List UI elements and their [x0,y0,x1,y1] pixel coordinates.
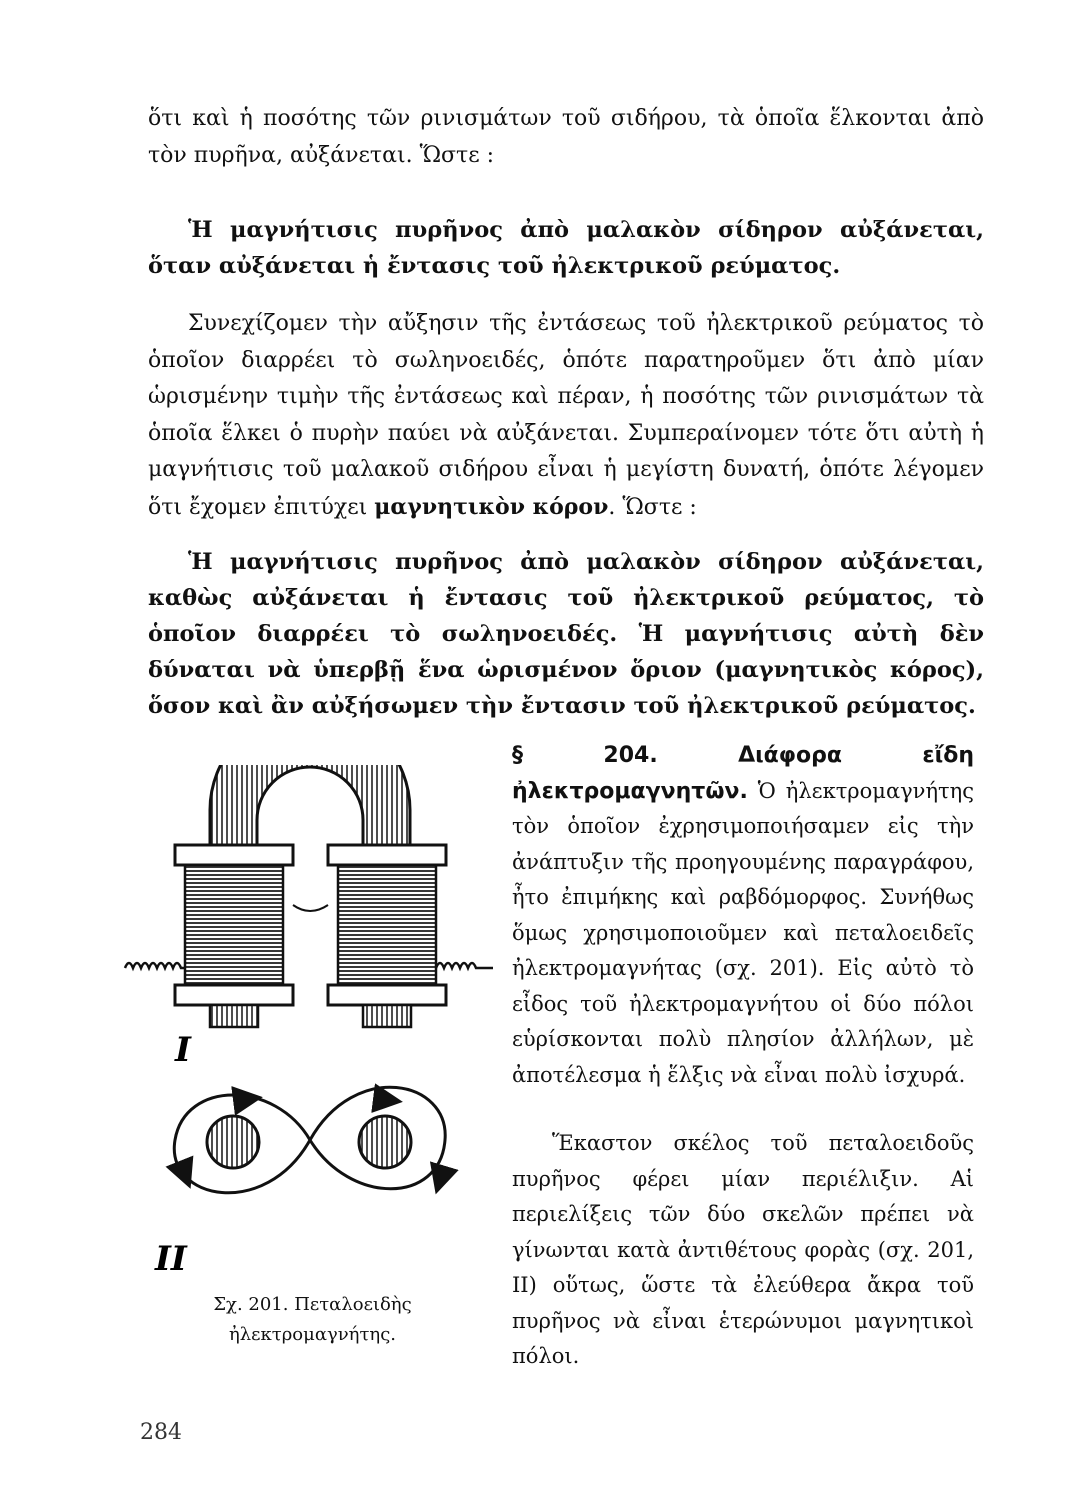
electromagnet-view-2 [154,1087,445,1279]
electromagnet-view-1 [125,765,493,1070]
body-text: Συνεχίζομεν τὴν αὔξησιν τῆς ἐντάσεως τοῦ ἠλεκτρικοῦ ρεύματος τὸ ὁποῖον διαρρέει τὸ σωληνοειδές, ὁπότε παρατηροῦμεν ὅτι ἀπὸ μίαν ὡρισμένην τιμὴν τῆς ἐντάσεως καὶ πέραν, ἡ ποσότης τῶν ρινισμάτων τὰ ὁποῖα ἕλκει ὁ πυρὴν παύει νὰ αὐξάνεται. Συμπεραίνομεν τότε ὅτι αὐτὴ ἡ μαγνήτισις τοῦ μαλακοῦ σιδήρου εἶναι ἡ μεγίστη δυνατή, ὁπότε λέγομεν ὅτι ἔχομεν ἐπιτύχει [148,311,984,520]
section-para-2: Ἕκαστον σκέλος τοῦ πεταλοειδοῦς πυρῆνος φέρει μίαν περιέλιξιν. Αἱ περιελίξεις τῶν δύο σκελῶν πρέπει νὰ γίνωνται κατὰ ἀντιθέτους φορὰς (σχ. 201, II) οὕτως, ὥστε τὰ ἐλεύθερα ἄκρα τοῦ πυρῆνος νὰ εἶναι ἑτερώνυμοι μαγνητικοὶ πόλοι. [512,1131,974,1368]
section-para-1: Ὁ ἠλεκτρομαγνήτης τὸν ὁποῖον ἐχρησιμοποιήσαμεν εἰς τὴν ἀνάπτυξιν τῆς προηγουμένης παραγράφου, ἦτο ἐπιμήκης καὶ ραβδόμορφος. Συνήθως ὅμως χρησιμοποιοῦμεν καὶ πεταλοειδεῖς ἠλεκτρομαγνήτας (σχ. 201). Εἰς αὐτὸ τὸ εἶδος τοῦ ἠλεκτρομαγνήτου οἱ δύο πόλοι εὑρίσκονται πολὺ πλησίον ἀλλήλων, μὲ ἀποτέλεσμα ἡ ἕλξις νὰ εἶναι πολὺ ἰσχυρά. [512,778,974,1087]
left-coil-top-flange [175,845,293,865]
rule-2 [148,544,984,724]
intro-hence: Ὥστε : [419,143,495,168]
body-tail: . Ὥστε : [608,494,697,520]
left-coil-winding [185,865,283,985]
figure-label-1: I [175,1030,191,1070]
figure-label-2: II [155,1239,187,1279]
right-coil-winding [338,865,436,985]
figure-caption: Σχ. 201. Πεταλοειδὴς ἠλεκτρομαγνήτης. [213,1294,412,1345]
connecting-wire [293,905,328,911]
left-pole-cross-section [207,1116,259,1168]
right-coil-top-flange [328,845,446,865]
left-lead-wire [125,963,185,968]
rule-1 [148,212,984,284]
left-core-end [210,1005,258,1027]
rule-2-text: Ἡ μαγνήτισις πυρῆνος ἀπὸ μαλακὸν σίδηρον αὐξάνεται, καθὼς αὐξάνεται ἡ ἔντασις τοῦ ἠλεκτρικοῦ ρεύματος, τὸ ὁποῖον διαρρέει τὸ σωληνοειδές. Ἡ μαγνήτισις αὐτὴ δὲν δύναται νὰ ὑπερβῇ ἕνα ὡρισμένον ὅριον (μαγνητικὸς κόρος), ὅσον καὶ ἂν αὐξήσωμεν τὴν ἔντασιν τοῦ ἠλεκτρικοῦ ρεύματος. [148,549,984,719]
intro-text: ὅτι καὶ ἡ ποσότης τῶν ρινισμάτων τοῦ σιδήρου, τὰ ὁποῖα ἕλκονται ἀπὸ τὸν πυρῆνα, αὐξάνεται. [148,106,984,168]
arrow-bottom-right [440,1170,443,1180]
horseshoe-electromagnet-figure [115,765,495,1305]
right-coil-bottom-flange [328,985,446,1005]
horseshoe-core [210,765,410,845]
right-pole-cross-section [359,1116,411,1168]
rule-1-text: Ἡ μαγνήτισις πυρῆνος ἀπὸ μαλακὸν σίδηρον αὐξάνεται, ὅταν αὐξάνεται ἡ ἔντασις τοῦ ἠλεκτρικοῦ ρεύματος. [148,217,984,279]
right-core-end [363,1005,411,1027]
body-paragraph [148,306,984,526]
right-lead-wire [436,963,493,968]
page-number: 284 [140,1420,182,1445]
section-heading: § 204. Διάφορα εἴδη ἠλεκτρομαγνητῶν. [512,743,974,804]
section-204-para-2 [512,1126,974,1375]
magnetic-saturation-term: μαγνητικὸν κόρον [374,493,609,520]
section-204 [512,738,974,1093]
arrow-right [380,1099,388,1100]
intro-paragraph [148,100,984,174]
left-coil-bottom-flange [175,985,293,1005]
arrow-left [240,1099,248,1100]
